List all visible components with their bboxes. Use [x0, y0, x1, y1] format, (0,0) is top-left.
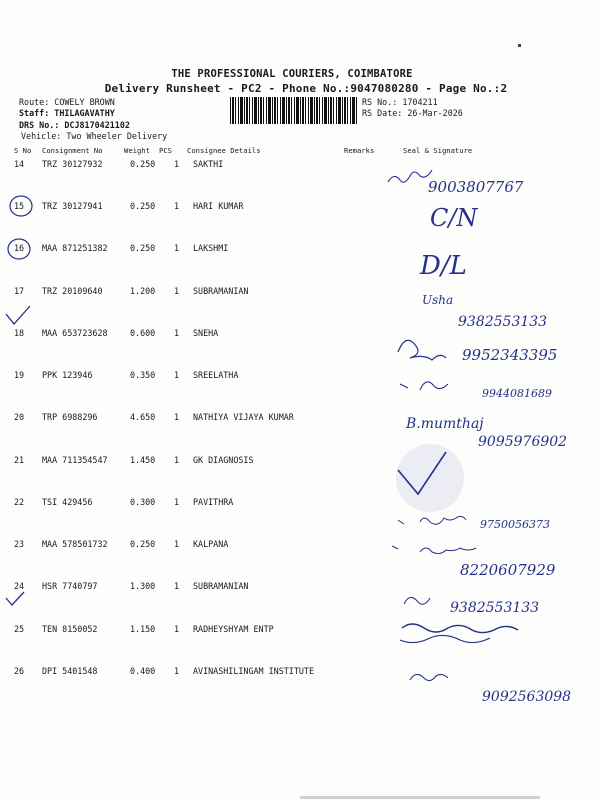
row-weight: 0.250: [130, 159, 156, 169]
col-remarks: Remarks: [344, 146, 375, 155]
vehicle-label: Vehicle: Two Wheeler Delivery: [21, 131, 168, 141]
remark-dl: D/L: [420, 251, 467, 281]
row-pcs: 1: [174, 455, 180, 465]
row-sno: 14: [14, 159, 25, 169]
phone-23: 8220607929: [460, 561, 556, 579]
phone-14: 9003807767: [428, 178, 524, 196]
table-row: [0, 539, 600, 553]
phone-20: 9095976902: [478, 434, 568, 450]
row-pcs: 1: [174, 286, 180, 296]
col-consignee: Consignee Details: [187, 146, 261, 155]
signer-17: Usha: [422, 293, 454, 307]
staff-label: Staff: THILAGAVATHY: [19, 108, 115, 118]
col-consignment: Consignment No: [42, 146, 103, 155]
row-consignment: MAA 711354547: [42, 455, 108, 465]
row-weight: 1.150: [130, 624, 156, 634]
signature-22: [398, 516, 466, 524]
table-row: [0, 624, 600, 638]
row-pcs: 1: [174, 539, 180, 549]
row-consignee: SNEHA: [193, 328, 219, 338]
row-consignment: MAA 653723628: [42, 328, 108, 338]
row-consignee: SAKTHI: [193, 159, 224, 169]
row-sno: 15: [14, 201, 25, 211]
row-consignment: TRP 6988296: [42, 412, 98, 422]
row-consignment: TSI 429456: [42, 497, 93, 507]
speck-mark: [518, 44, 521, 47]
row-consignment: PPK 123946: [42, 370, 93, 380]
row-sno: 19: [14, 370, 25, 380]
row-consignment: TRZ 30127932: [42, 159, 103, 169]
row-consignee: NATHIYA VIJAYA KUMAR: [193, 412, 294, 422]
row-pcs: 1: [174, 243, 180, 253]
row-sno: 25: [14, 624, 25, 634]
row-weight: 0.250: [130, 539, 156, 549]
row-weight: 0.250: [130, 243, 156, 253]
row-weight: 1.450: [130, 455, 156, 465]
row-sno: 23: [14, 539, 25, 549]
row-consignee: HARI KUMAR: [193, 201, 244, 211]
row-sno: 16: [14, 243, 25, 253]
col-sno: S No: [14, 146, 32, 155]
table-row: [0, 159, 600, 173]
row-pcs: 1: [174, 412, 180, 422]
row-weight: 0.600: [130, 328, 156, 338]
company-name: THE PROFESSIONAL COURIERS, COIMBATORE: [171, 68, 413, 80]
signature-18: [398, 340, 446, 360]
row-pcs: 1: [174, 201, 180, 211]
row-consignee: LAKSHMI: [193, 243, 229, 253]
row-pcs: 1: [174, 159, 180, 169]
row-weight: 1.200: [130, 286, 156, 296]
phone-19: 9944081689: [482, 387, 552, 400]
row-sno: 17: [14, 286, 25, 296]
row-pcs: 1: [174, 581, 180, 591]
row-weight: 0.250: [130, 201, 156, 211]
table-row: [0, 581, 600, 595]
table-row: [0, 328, 600, 342]
row-weight: 1.300: [130, 581, 156, 591]
row-consignment: TRZ 30127941: [42, 201, 103, 211]
row-sno: 18: [14, 328, 25, 338]
table-row: [0, 455, 600, 469]
row-consignment: HSR 7740797: [42, 581, 98, 591]
row-consignee: SUBRAMANIAN: [193, 286, 249, 296]
row-consignment: TEN 8150052: [42, 624, 98, 634]
signature-25: [404, 597, 430, 604]
row-sno: 22: [14, 497, 25, 507]
col-weight: Weight: [124, 146, 150, 155]
tick-mark-17: [6, 306, 30, 324]
row-pcs: 1: [174, 370, 180, 380]
signer-20: B.mumthaj: [406, 416, 484, 432]
row-consignee: PAVITHRA: [193, 497, 234, 507]
table-row: [0, 286, 600, 300]
phone-25: 9382553133: [450, 600, 540, 616]
table-row: [0, 497, 600, 511]
rs-date: RS Date: 26-Mar-2026: [362, 108, 463, 118]
col-pcs: PCS: [159, 146, 172, 155]
row-consignee: AVINASHILINGAM INSTITUTE: [193, 666, 315, 676]
row-weight: 0.350: [130, 370, 156, 380]
row-sno: 26: [14, 666, 25, 676]
route-label: Route: COWELY BROWN: [19, 97, 115, 107]
row-consignee: RADHEYSHYAM ENTP: [193, 624, 274, 634]
table-row: [0, 201, 600, 215]
table-row: [0, 370, 600, 384]
row-consignment: DPI 5401548: [42, 666, 98, 676]
row-sno: 20: [14, 412, 25, 422]
drs-number: DRS No.: DCJ8170421102: [19, 120, 130, 130]
row-sno: 24: [14, 581, 25, 591]
table-row: [0, 243, 600, 257]
phone-26: 9092563098: [482, 689, 572, 705]
row-consignee: SUBRAMANIAN: [193, 581, 249, 591]
row-pcs: 1: [174, 497, 180, 507]
table-row: [0, 412, 600, 426]
phone-17: 9382553133: [458, 314, 548, 330]
row-weight: 4.650: [130, 412, 156, 422]
runsheet-title: Delivery Runsheet - PC2 - Phone No.:9047080280 - Page No.:2: [104, 82, 508, 95]
row-pcs: 1: [174, 624, 180, 634]
row-consignee: GK DIAGNOSIS: [193, 455, 254, 465]
row-consignee: SREELATHA: [193, 370, 239, 380]
row-weight: 0.400: [130, 666, 156, 676]
row-sno: 21: [14, 455, 25, 465]
table-row: [0, 666, 600, 680]
rs-number: RS No.: 1704211: [362, 97, 438, 107]
row-consignment: TRZ 20109640: [42, 286, 103, 296]
row-consignment: MAA 578501732: [42, 539, 108, 549]
row-weight: 0.300: [130, 497, 156, 507]
bottom-edge-shadow: [300, 796, 540, 799]
barcode: [230, 97, 358, 124]
row-consignment: MAA 871251382: [42, 243, 108, 253]
row-pcs: 1: [174, 328, 180, 338]
row-pcs: 1: [174, 666, 180, 676]
phone-22: 9750056373: [480, 518, 550, 531]
remark-cn: C/N: [430, 204, 478, 232]
phone-18: 9952343395: [462, 346, 558, 364]
row-consignee: KALPANA: [193, 539, 229, 549]
col-seal-signature: Seal & Signature: [403, 146, 473, 155]
